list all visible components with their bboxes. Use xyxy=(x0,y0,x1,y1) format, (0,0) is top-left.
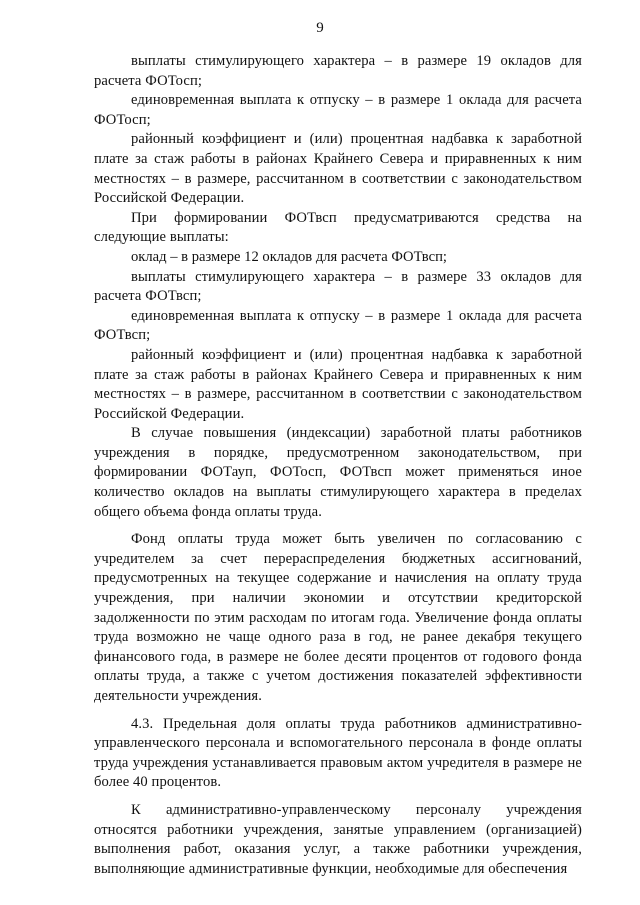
paragraph-vacation-payment-auxiliary: единовременная выплата к отпуску – в размере 1 оклада для расчета ФОТвсп; xyxy=(94,307,582,344)
paragraph-regional-coefficient-auxiliary: районный коэффициент и (или) процентная надбавка к заработной плате за стаж работы в районах Крайнего Севера и приравненных к ним местностях – в размере, рассчитанном в соответствии с законодательством Российской Федерации. xyxy=(94,346,582,422)
paragraph-admin-staff-definition: К административно-управленческому персоналу учреждения относятся работники учреждения, занятые управлением (организацией) выполнения работ, оказания услуг, а также работники учреждения, выполняющие административные функции, необходимые для обеспечения xyxy=(94,801,582,877)
paragraph-vacation-payment-main: единовременная выплата к отпуску – в размере 1 оклада для расчета ФОТосп; xyxy=(94,92,582,128)
paragraph-auxiliary-fund-intro: При формировании ФОТвсп предусматриваются средства на следующие выплаты: xyxy=(94,209,582,246)
paragraph-salary-indexation: В случае повышения (индексации) заработной платы работников учреждения в порядке, предусмотренном законодательством, при формировании ФОТауп, ФОТосп, ФОТвсп может применяться иное количество окладов на выплаты стимулирующего характера в пределах общего объема фонда оплаты труда. xyxy=(94,425,582,520)
document-body xyxy=(94,52,582,879)
paragraph-stimulating-payments-auxiliary: выплаты стимулирующего характера – в размере 33 окладов для расчета ФОТвсп; xyxy=(94,268,582,305)
paragraph-stimulating-payments-main: выплаты стимулирующего характера – в размере 19 окладов для расчета ФОТосп; xyxy=(94,53,582,89)
paragraph-section-4-3: 4.3. Предельная доля оплаты труда работников административно-управленческого персонала и вспомогательного персонала в фонде оплаты труда учреждения устанавливается правовым актом учредителя в размере не более 40 процентов. xyxy=(94,715,582,791)
paragraph-salary-auxiliary: оклад – в размере 12 окладов для расчета ФОТвсп; xyxy=(131,248,447,265)
paragraph-fund-increase: Фонд оплаты труда может быть увеличен по согласованию с учредителем за счет перераспределения бюджетных ассигнований, предусмотренных на текущее содержание и начисления на оплату труда учреждения, при наличии экономии и отсутствии кредиторской задолженности по этим расходам по итогам года. Увеличение фонда оплаты труда возможно не чаще одного раза в год, не ранее декабря текущего финансового года, в размере не более десяти процентов от годового фонда оплаты труда, а также с учетом достижения показателей эффективности деятельности учреждения. xyxy=(94,531,582,704)
paragraph-regional-coefficient-main: районный коэффициент и (или) процентная надбавка к заработной плате за стаж работы в районах Крайнего Севера и приравненных к ним местностях – в размере, рассчитанном в соответствии с законодательством Российской Федерации. xyxy=(94,131,582,207)
page-number: 9 xyxy=(316,20,324,36)
